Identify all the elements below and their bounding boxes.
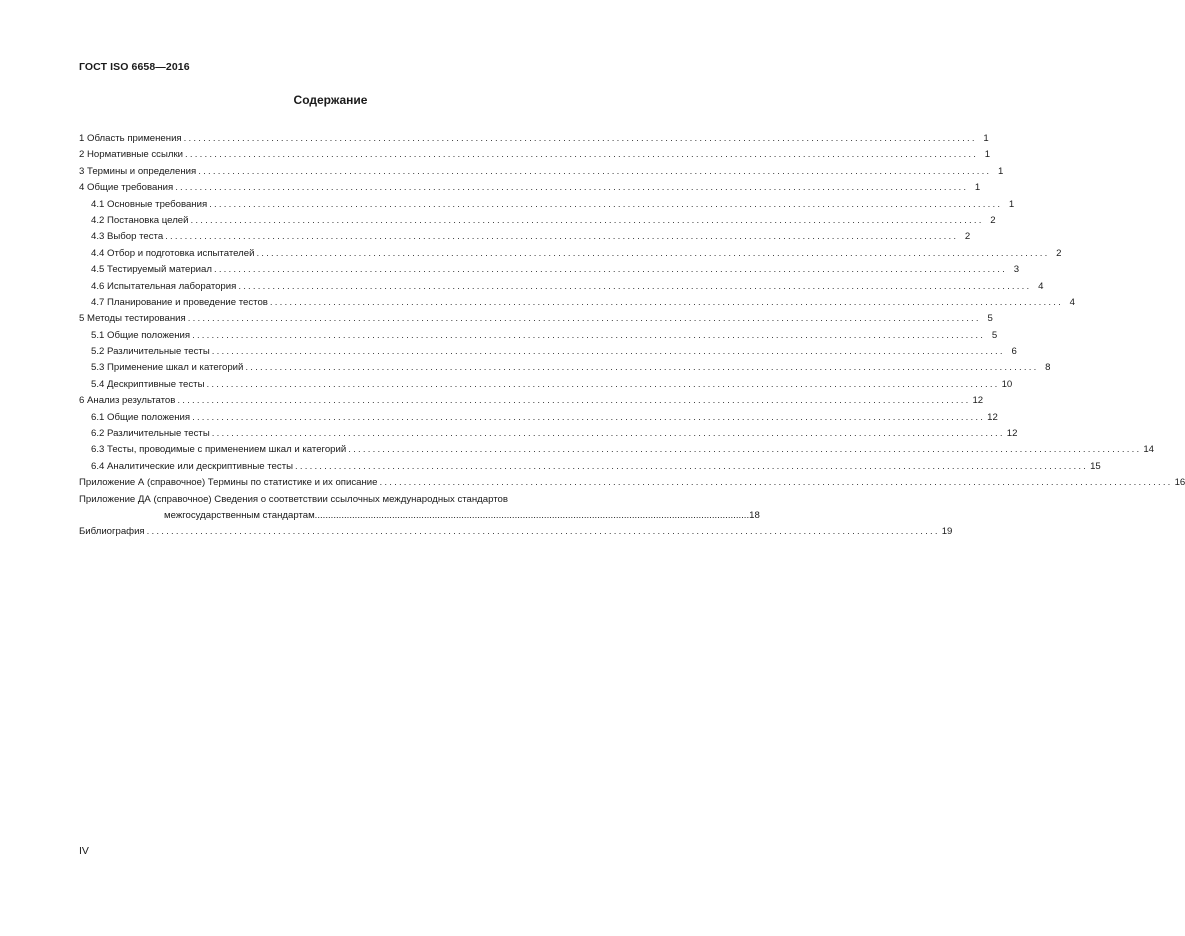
- page-number: 4: [1069, 296, 1075, 308]
- toc-entry-4[interactable]: 4 Общие требования ................................................................................................................................................................... 1: [79, 180, 614, 196]
- page-number: 1: [984, 149, 991, 161]
- page-number: 12: [1006, 428, 1018, 440]
- leader-dots: ...................................................................................................................................................................: [198, 165, 992, 177]
- toc-entry-4-7[interactable]: 4.7 Планирование и проведение тестов ................................................................................................................................................................... 4: [79, 295, 614, 311]
- page-number: 16: [1174, 477, 1185, 489]
- leader-dots: ...................................................................................................................................................................: [256, 247, 1050, 259]
- page-number: 12: [972, 395, 984, 407]
- toc-entry-appendix-da[interactable]: [79, 492, 760, 525]
- page-number: 1: [974, 182, 981, 194]
- leader-dots: ...................................................................................................................................................................: [175, 182, 969, 194]
- page-number: 3: [1013, 264, 1020, 276]
- leader-dots: ...................................................................................................................................................................: [206, 378, 1000, 390]
- leader-dots: ...................................................................................................................................................................: [177, 395, 971, 407]
- leader-dots: ...................................................................................................................................................................: [269, 296, 1063, 308]
- toc-entry-4-3[interactable]: 4.3 Выбор теста ................................................................................................................................................................... 2: [79, 229, 614, 245]
- leader-dots: ...................................................................................................................................................................: [183, 133, 977, 144]
- toc-entry-5-2[interactable]: 5.2 Различительные тесты ................................................................................................................................................................... 6: [79, 344, 614, 360]
- page-number: 10: [1001, 378, 1013, 390]
- toc-entry-2[interactable]: 2 Нормативные ссылки ................................................................................................................................................................... 1: [79, 147, 614, 163]
- leader-dots: ...................................................................................................................................................................: [192, 329, 986, 341]
- toc-entry-5[interactable]: 5 Методы тестирования ................................................................................................................................................................... 5: [79, 311, 614, 327]
- toc-entry-6-2[interactable]: 6.2 Различительные тесты ................................................................................................................................................................... 12: [79, 426, 614, 442]
- leader-dots: ...................................................................................................................................................................: [245, 362, 1039, 374]
- leader-dots: ...................................................................................................................................................................: [165, 231, 959, 243]
- toc-entry-appendix-a[interactable]: Приложение А (справочное) Термины по статистике и их описание ................................................................................................................................................................... 16: [79, 475, 614, 491]
- page-number-roman: IV: [79, 845, 89, 857]
- page-number: 2: [990, 214, 996, 226]
- page-number: 15: [1090, 460, 1101, 472]
- toc-entry-5-3[interactable]: 5.3 Применение шкал и категорий ................................................................................................................................................................... 8: [79, 360, 614, 376]
- toc-entry-4-2[interactable]: 4.2 Постановка целей ................................................................................................................................................................... 2: [79, 213, 614, 229]
- toc-entry-4-4[interactable]: 4.4 Отбор и подготовка испытателей ................................................................................................................................................................... 2: [79, 246, 614, 262]
- toc-entry-6-4[interactable]: 6.4 Аналитические или дескриптивные тесты ................................................................................................................................................................... 15: [79, 459, 614, 475]
- toc-entry-label-line1: Приложение ДА (справочное) Сведения о соответствии ссылочных международных стандартов: [79, 493, 508, 505]
- page-number: 2: [964, 231, 971, 243]
- page-number: 2: [1056, 247, 1062, 259]
- page-number: 6: [1011, 346, 1017, 358]
- page-number: 8: [1045, 362, 1051, 374]
- page-number: 19: [941, 526, 953, 538]
- standard-number: ГОСТ ISO 6658—2016: [79, 61, 190, 73]
- page-number: 5: [987, 313, 993, 325]
- page-number: 1: [983, 133, 989, 144]
- page-number: 1: [997, 165, 1004, 177]
- toc-entry-5-4[interactable]: 5.4 Дескриптивные тесты ................................................................................................................................................................... 10: [79, 377, 614, 393]
- leader-dots: ...................................................................................................................................................................: [192, 411, 986, 423]
- leader-dots: ...................................................................................................................................................................: [379, 477, 1173, 489]
- leader-dots: ...................................................................................................................................................................: [348, 444, 1142, 456]
- leader-dots: ...................................................................................................................................................................: [209, 198, 1003, 210]
- page-number: 12: [987, 411, 998, 423]
- page-number: 18: [749, 509, 760, 521]
- toc-entry-6-1[interactable]: 6.1 Общие положения ................................................................................................................................................................... 12: [79, 410, 614, 426]
- toc-entry-bibliography[interactable]: Библиография ................................................................................................................................................................... 19: [79, 524, 614, 540]
- leader-dots: ...................................................................................................................................................................: [211, 346, 1005, 358]
- leader-dots: ...................................................................................................................................................................: [211, 428, 1005, 440]
- toc-entry-6-3[interactable]: 6.3 Тесты, проводимые с применением шкал и категорий ................................................................................................................................................................... 14: [79, 442, 614, 458]
- toc-entry-4-6[interactable]: 4.6 Испытательная лаборатория ................................................................................................................................................................... 4: [79, 279, 614, 295]
- leader-dots: ...................................................................................................................................................................: [190, 214, 984, 226]
- toc-entry-4-1[interactable]: 4.1 Основные требования ................................................................................................................................................................... 1: [79, 197, 614, 213]
- leader-dots: ...................................................................................................................................................................: [294, 460, 1089, 472]
- leader-dots: ...................................................................................................................................................................: [213, 264, 1008, 276]
- toc-entry-4-5[interactable]: 4.5 Тестируемый материал ................................................................................................................................................................... 3: [79, 262, 614, 278]
- leader-dots: ...................................................................................................................................................................: [314, 509, 750, 521]
- toc-entry-5-1[interactable]: 5.1 Общие положения ................................................................................................................................................................... 5: [79, 328, 614, 344]
- leader-dots: ...................................................................................................................................................................: [146, 526, 940, 538]
- leader-dots: ...................................................................................................................................................................: [185, 149, 979, 161]
- toc-entry-3[interactable]: 3 Термины и определения ................................................................................................................................................................... 1: [79, 164, 614, 180]
- table-of-contents: [79, 131, 1185, 541]
- page-number: 14: [1143, 444, 1154, 456]
- toc-entry-line2: [79, 508, 760, 524]
- leader-dots: ...................................................................................................................................................................: [238, 280, 1032, 292]
- toc-entry-1[interactable]: 1 Область применения ................................................................................................................................................................... 1: [79, 131, 614, 147]
- page-number: 1: [1008, 198, 1015, 210]
- page-number: 5: [991, 329, 998, 341]
- page-number: 4: [1038, 280, 1044, 292]
- leader-dots: ...................................................................................................................................................................: [187, 313, 981, 325]
- page-title: Содержание: [293, 93, 368, 107]
- toc-entry-label-line2: межгосударственным стандартам: [164, 509, 315, 521]
- toc-entry-6[interactable]: 6 Анализ результатов ................................................................................................................................................................... 12: [79, 393, 614, 409]
